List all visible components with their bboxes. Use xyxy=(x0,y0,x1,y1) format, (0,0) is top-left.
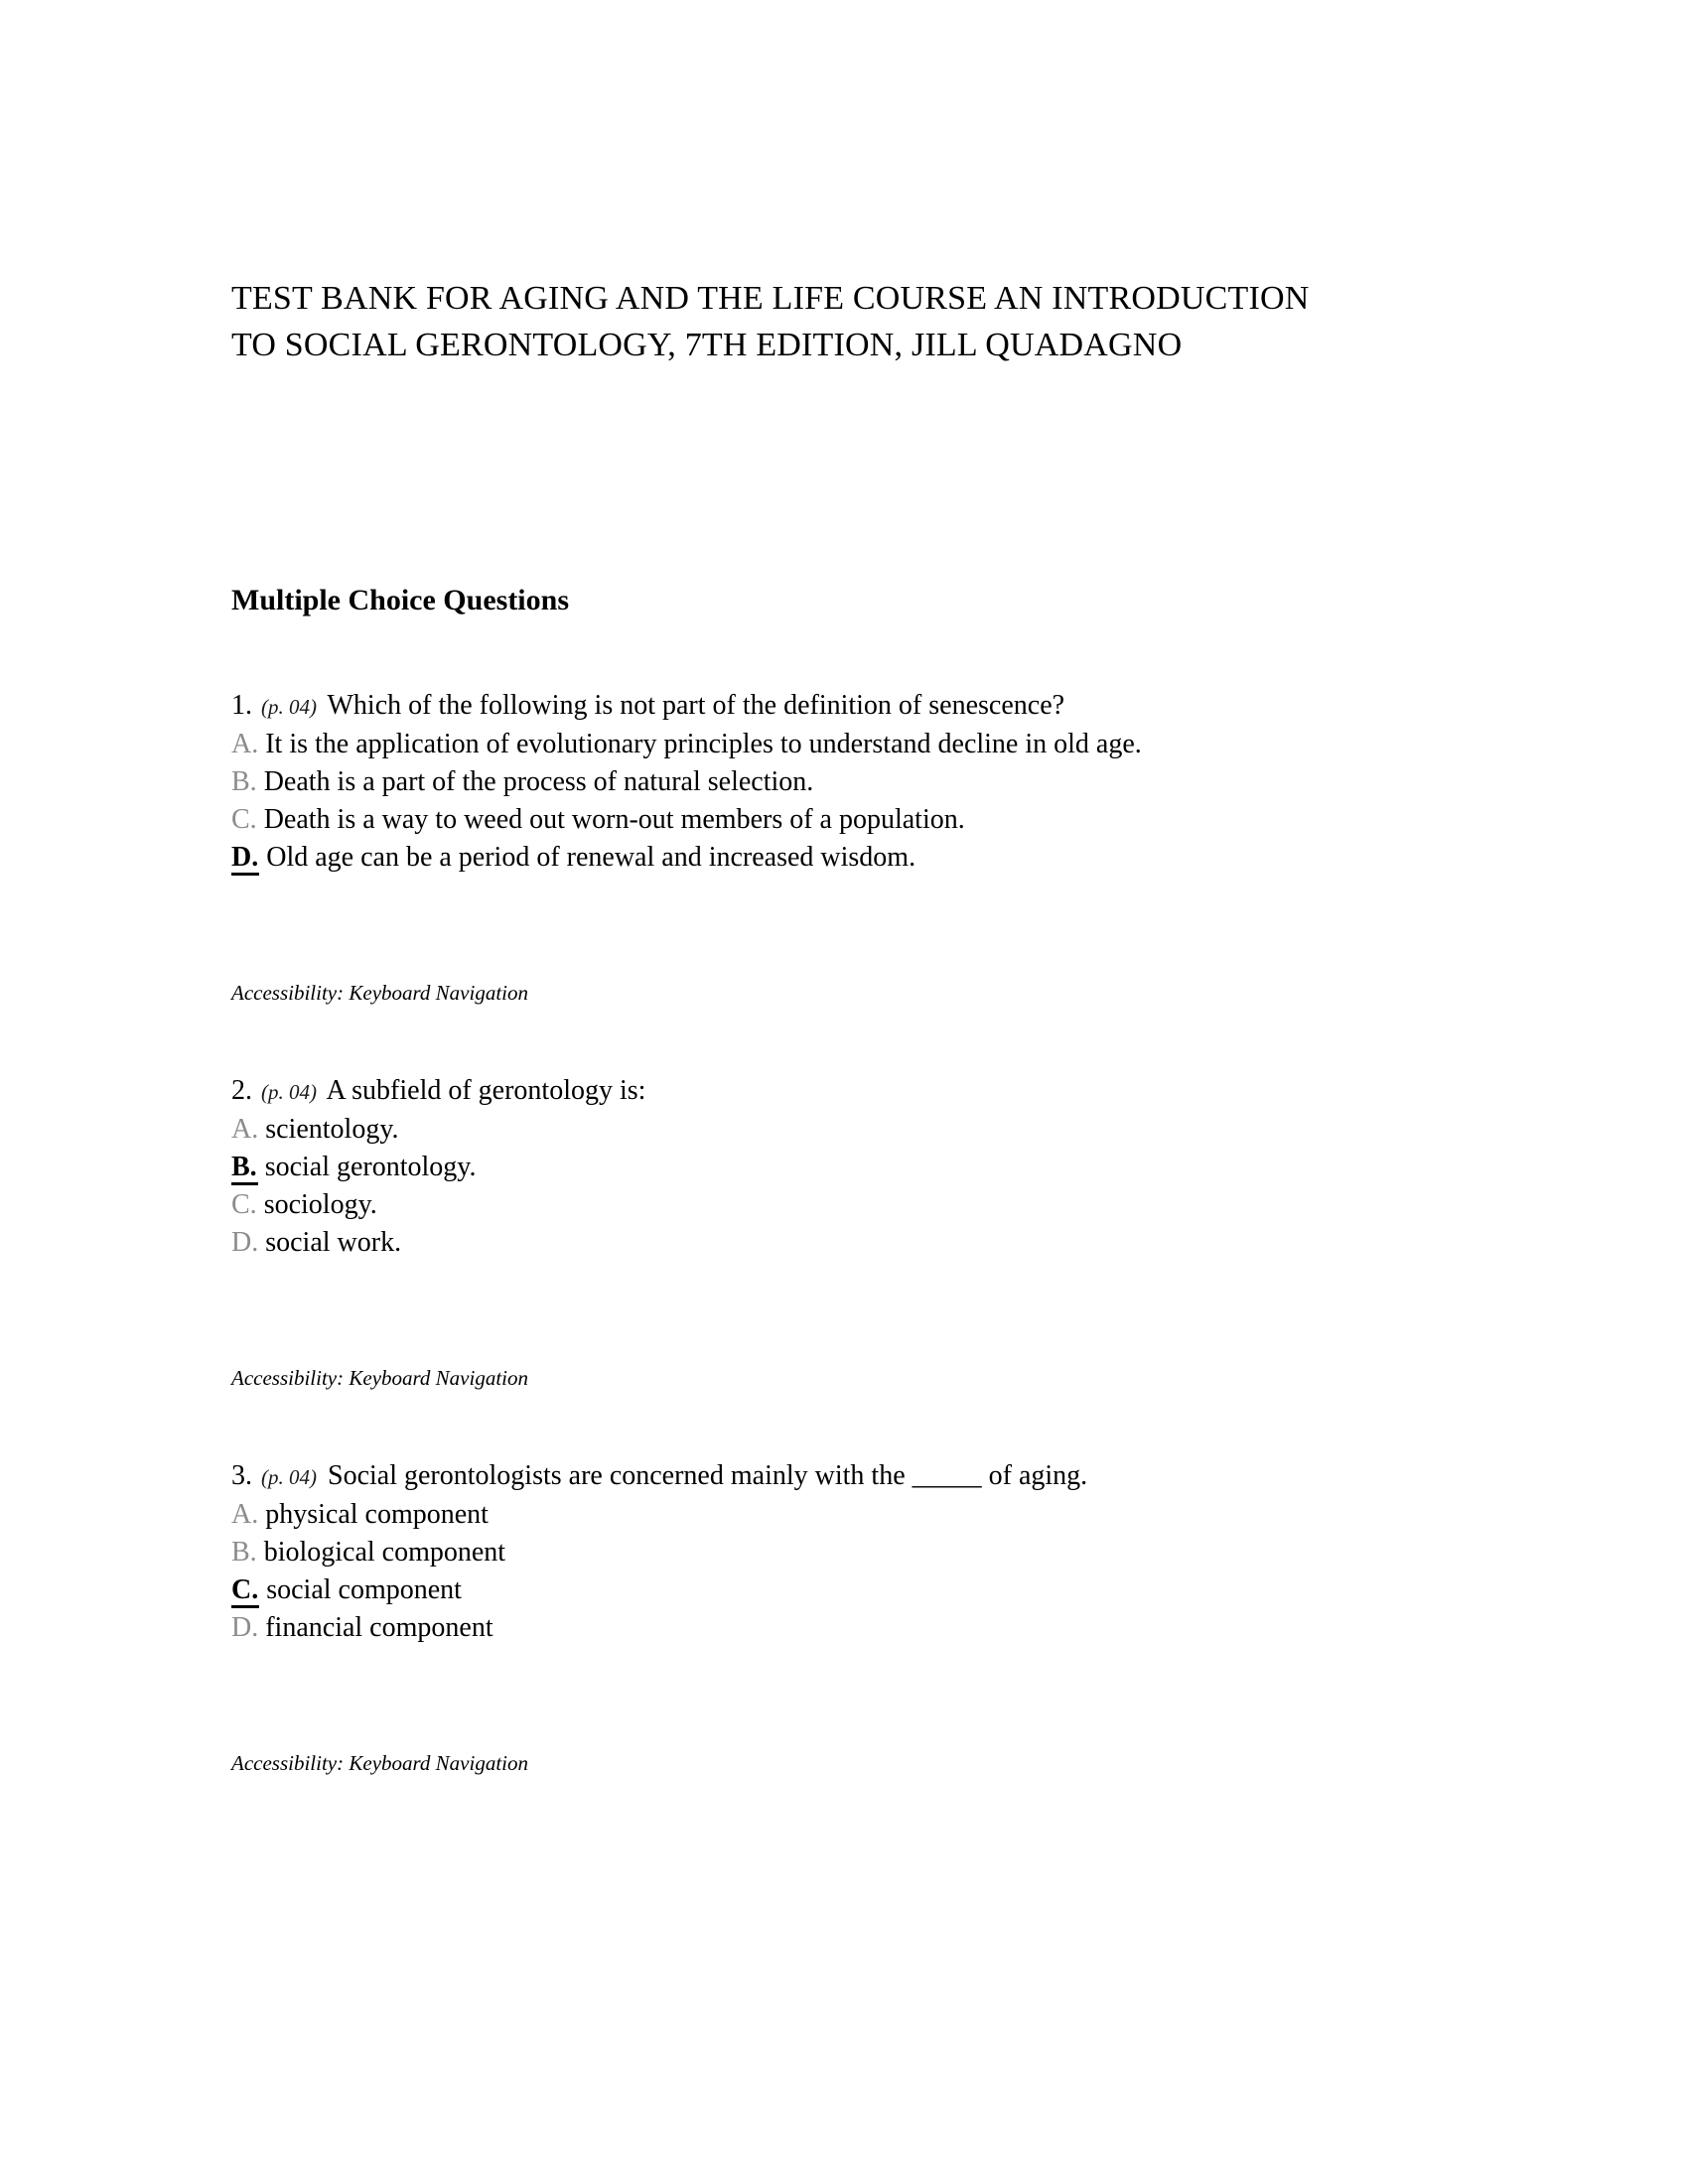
question-number: 2. xyxy=(231,1075,252,1106)
question-line xyxy=(231,1072,1489,1111)
correct-answer-letter: C. xyxy=(231,1574,259,1608)
document-title-line1: TEST BANK FOR AGING AND THE LIFE COURSE AN INTRODUCTION xyxy=(231,280,1310,317)
option-letter: A. xyxy=(231,729,259,759)
page-reference: (p. 04) xyxy=(261,1465,317,1489)
option-line xyxy=(231,1149,1489,1186)
question-block xyxy=(231,687,1489,877)
page-reference: (p. 04) xyxy=(261,1080,317,1104)
questions-list xyxy=(231,687,1489,1776)
option-text: social component xyxy=(266,1574,462,1605)
option-letter: B. xyxy=(231,766,257,797)
question-block xyxy=(231,1072,1489,1262)
question-text: Social gerontologists are concerned mainly with the _____ of aging. xyxy=(328,1460,1088,1491)
question-number: 1. xyxy=(231,690,252,721)
option-line xyxy=(231,726,1489,763)
option-text: Old age can be a period of renewal and increased wisdom. xyxy=(266,842,916,873)
option-letter: A. xyxy=(231,1114,259,1145)
option-line xyxy=(231,1496,1489,1534)
option-line xyxy=(231,1186,1489,1224)
option-line xyxy=(231,1111,1489,1149)
option-line xyxy=(231,1534,1489,1571)
option-letter: D. xyxy=(231,1227,259,1258)
document-title-line2: TO SOCIAL GERONTOLOGY, 7TH EDITION, JILL QUADAGNO xyxy=(231,327,1183,363)
option-text: sociology. xyxy=(263,1189,377,1220)
option-text: physical component xyxy=(265,1499,489,1530)
option-line xyxy=(231,1224,1489,1262)
question-line xyxy=(231,1457,1489,1496)
option-letter: B. xyxy=(231,1537,257,1568)
option-text: Death is a part of the process of natural selection. xyxy=(263,766,814,797)
option-text: social gerontology. xyxy=(264,1152,477,1182)
question-text: Which of the following is not part of the definition of senescence? xyxy=(327,690,1065,721)
option-line xyxy=(231,1609,1489,1647)
accessibility-note: Accessibility: Keyboard Navigation xyxy=(231,1366,528,1390)
question-line xyxy=(231,687,1489,726)
accessibility-note: Accessibility: Keyboard Navigation xyxy=(231,981,528,1005)
option-letter: D. xyxy=(231,1612,259,1643)
option-line xyxy=(231,1571,1489,1609)
option-line xyxy=(231,763,1489,801)
option-letter: C. xyxy=(231,804,257,835)
page-reference: (p. 04) xyxy=(261,695,317,719)
option-text: Death is a way to weed out worn-out members of a population. xyxy=(263,804,965,835)
question-text: A subfield of gerontology is: xyxy=(326,1075,646,1106)
option-text: It is the application of evolutionary principles to understand decline in old age. xyxy=(265,729,1142,759)
question-block xyxy=(231,1457,1489,1647)
correct-answer-letter: D. xyxy=(231,842,259,876)
option-text: scientology. xyxy=(265,1114,399,1145)
question-number: 3. xyxy=(231,1460,252,1491)
option-letter: A. xyxy=(231,1499,259,1530)
option-text: biological component xyxy=(263,1537,506,1568)
section-heading: Multiple Choice Questions xyxy=(231,584,570,616)
option-line xyxy=(231,801,1489,839)
correct-answer-letter: B. xyxy=(231,1152,258,1185)
accessibility-note: Accessibility: Keyboard Navigation xyxy=(231,1751,528,1775)
option-letter: C. xyxy=(231,1189,257,1220)
document-title xyxy=(231,0,1489,368)
option-line xyxy=(231,839,1489,877)
option-text: financial component xyxy=(265,1612,493,1643)
option-text: social work. xyxy=(265,1227,402,1258)
